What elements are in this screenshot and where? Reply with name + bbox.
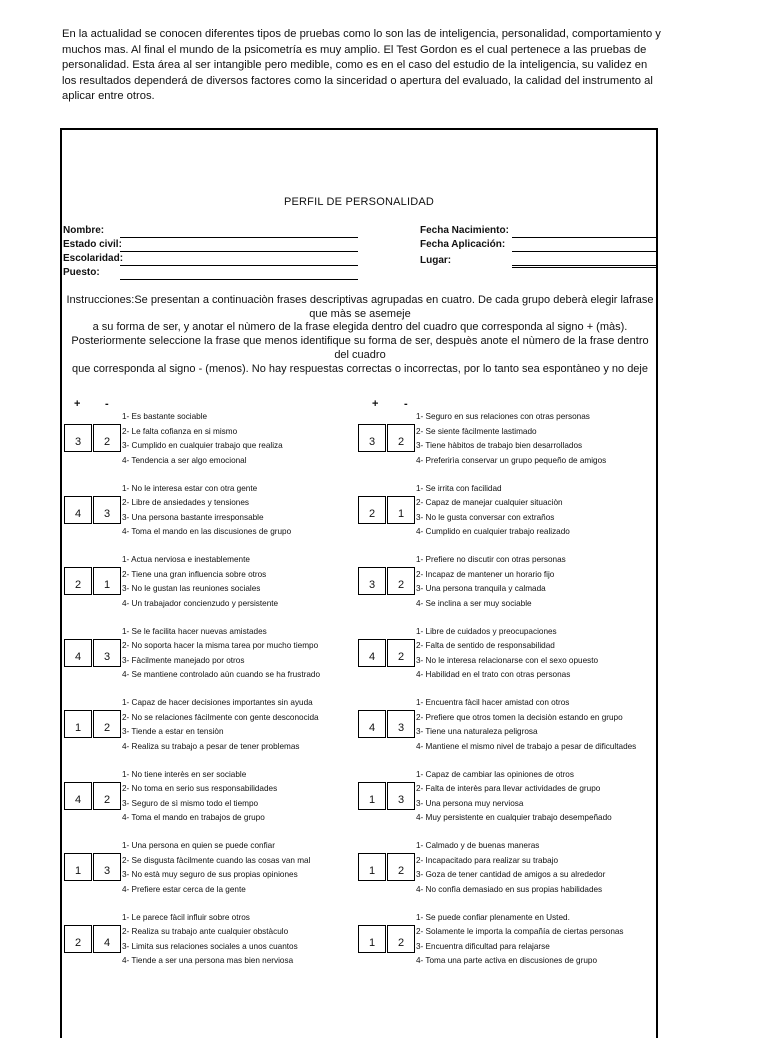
statement-option: 1- No tiene interès en ser sociable — [122, 769, 247, 779]
instructions-line: Instrucciones:Se presentan a continuaciòn frases descriptivas agrupadas en cuatro. De cada grupo deberà elegir lafrase — [66, 294, 654, 306]
statement-option: 2- No toma en serio sus responsabilidades — [122, 784, 278, 793]
statement-option: 4- Cumplido en cualquier trabajo realizado — [416, 527, 570, 536]
answer-box-plus[interactable]: 2 — [64, 567, 92, 595]
input-puesto[interactable] — [120, 279, 358, 280]
answer-box-minus[interactable]: 2 — [93, 782, 121, 810]
minus-sign-left: - — [105, 398, 109, 410]
answer-box-plus[interactable]: 4 — [358, 710, 386, 738]
question-group-right-5 — [358, 698, 658, 754]
answer-box-minus[interactable]: 2 — [387, 925, 415, 953]
question-group-left-8 — [64, 913, 364, 969]
statement-option: 4- Muy persistente en cualquier trabajo desempeñado — [416, 813, 612, 822]
statement-option: 2- Capaz de manejar cualquier situaciòn — [416, 498, 563, 507]
instructions — [62, 294, 658, 376]
answer-box-plus[interactable]: 2 — [64, 925, 92, 953]
statement-option: 3- Seguro de sì mismo todo el tiempo — [122, 798, 259, 808]
statement-option: 2- Le falta cofianza en si mismo — [122, 426, 238, 436]
statement-option: 4- Preferirìa conservar un grupo pequeño de amigos — [416, 455, 607, 465]
statement-option: 1- Es bastante sociable — [122, 412, 208, 421]
statement-option: 3- No le interesa relacionarse con el sexo opuesto — [416, 655, 599, 665]
instructions-line: del cuadro — [334, 348, 386, 361]
answer-box-minus[interactable]: 3 — [93, 496, 121, 524]
label-estado-civil: Estado civil: — [63, 239, 122, 250]
answer-box-plus[interactable]: 3 — [64, 424, 92, 452]
answer-box-minus[interactable]: 2 — [387, 853, 415, 881]
statement-option: 1- Le parece fàcil influir sobre otros — [122, 912, 250, 922]
input-fecha-aplicacion[interactable] — [512, 251, 658, 252]
question-group-left-2 — [64, 484, 364, 540]
answer-box-minus[interactable]: 1 — [387, 496, 415, 524]
statement-option: 2- Se siente fàcilmente lastimado — [416, 426, 537, 436]
label-lugar: Lugar: — [420, 255, 452, 266]
question-group-left-4 — [64, 627, 364, 683]
statement-option: 4- Un trabajador concienzudo y persistente — [122, 598, 279, 608]
statement-option: 4- Toma una parte activa en discusiones de grupo — [416, 956, 597, 965]
statement-option: 4- Prefiere estar cerca de la gente — [122, 884, 246, 894]
answer-box-plus[interactable]: 1 — [358, 782, 386, 810]
label-nombre: Nombre: — [63, 225, 105, 236]
answer-box-plus[interactable]: 1 — [358, 925, 386, 953]
statement-option: 1- Prefiere no discutir con otras personas — [416, 555, 566, 564]
statement-option: 3- Fàcilmente manejado por otros — [122, 655, 245, 665]
statement-option: 4- Tendencia a ser algo emocional — [122, 455, 247, 465]
answer-box-minus[interactable]: 2 — [93, 424, 121, 452]
personality-profile-form — [60, 128, 658, 1038]
statement-option: 1- Libre de cuidados y preocupaciones — [416, 626, 557, 636]
statement-option: 1- Se irrita con facilidad — [416, 483, 502, 493]
instructions-line: que corresponda al signo - (menos). No hay respuestas correctas o incorrectas, por lo tanto sea espontàneo y no deje — [72, 362, 648, 375]
input-fecha-nacimiento[interactable] — [512, 237, 658, 238]
statement-option: 1- Capaz de cambiar las opiniones de otros — [416, 769, 574, 779]
statement-option: 2- Prefiere que otros tomen la decisiòn estando en grupo — [416, 712, 623, 722]
statement-option: 3- Tiene una naturaleza peligrosa — [416, 727, 538, 736]
statement-option: 2- Incapacitado para realizar su trabajo — [416, 855, 558, 865]
answer-box-plus[interactable]: 4 — [358, 639, 386, 667]
statement-option: 4- No confìa demasiado en sus propias habilidades — [416, 884, 603, 894]
statement-option: 3- Tiene hàbitos de trabajo bien desarrollados — [416, 441, 583, 450]
statement-option: 1- Se puede confiar plenamente en Usted. — [416, 912, 570, 922]
statement-option: 1- Capaz de hacer decisiones importantes sin ayuda — [122, 698, 313, 707]
statement-option: 2- Falta de interès para llevar actividades de grupo — [416, 784, 601, 793]
statement-option: 3- Una persona bastante irresponsable — [122, 512, 264, 522]
question-group-left-3 — [64, 555, 364, 611]
question-group-left-7 — [64, 841, 364, 897]
statement-option: 3- Una persona muy nerviosa — [416, 798, 524, 808]
statement-option: 2- Se disgusta fàcilmente cuando las cosas van mal — [122, 855, 311, 865]
statement-option: 4- Tiende a ser una persona mas bien nerviosa — [122, 956, 294, 965]
statement-option: 3- Cumplido en cualquier trabajo que realiza — [122, 441, 283, 450]
form-title: PERFIL DE PERSONALIDAD — [283, 196, 435, 208]
statement-option: 3- Limita sus relaciones sociales a unos cuantos — [122, 941, 298, 951]
label-fecha-aplicacion: Fecha Aplicación: — [420, 239, 506, 250]
instructions-line: Posteriormente seleccione la frase que menos identifique su forma de ser, despuès anote el nùmero de la frase dentro — [71, 335, 649, 348]
statement-option: 1- Encuentra fàcil hacer amistad con otros — [416, 698, 570, 707]
answer-box-plus[interactable]: 1 — [358, 853, 386, 881]
instructions-line: a su forma de ser, y anotar el nùmero de la frase elegida dentro del cuadro que corresponda al signo + (màs). — [92, 321, 628, 334]
question-group-left-6 — [64, 770, 364, 826]
answer-box-plus[interactable]: 1 — [64, 710, 92, 738]
statement-option: 1- No le interesa estar con otra gente — [122, 483, 258, 493]
minus-sign-right: - — [404, 398, 408, 410]
answer-box-minus[interactable]: 3 — [387, 782, 415, 810]
answer-box-minus[interactable]: 2 — [387, 639, 415, 667]
answer-box-minus[interactable]: 2 — [387, 567, 415, 595]
statement-option: 2- No se relaciones fàcilmente con gente desconocida — [122, 712, 319, 722]
statement-option: 3- No està muy seguro de sus propias opiniones — [122, 870, 298, 879]
plus-sign-left: + — [74, 398, 81, 410]
answer-box-plus[interactable]: 3 — [358, 567, 386, 595]
statement-option: 3- Tiende a estar en tensiòn — [122, 727, 224, 736]
input-estado-civil[interactable] — [120, 251, 358, 252]
statement-option: 1- Seguro en sus relaciones con otras personas — [416, 412, 590, 421]
question-group-right-8 — [358, 913, 658, 969]
statement-option: 3- No le gusta conversar con extraños — [416, 512, 555, 522]
question-group-right-4 — [358, 627, 658, 683]
statement-option: 2- Incapaz de mantener un horario fijo — [416, 569, 555, 579]
question-group-right-3 — [358, 555, 658, 611]
question-group-right-6 — [358, 770, 658, 826]
answer-box-minus[interactable]: 3 — [387, 710, 415, 738]
answer-box-minus[interactable]: 2 — [387, 424, 415, 452]
statement-option: 2- No soporta hacer la misma tarea por mucho tiempo — [122, 641, 319, 650]
answer-box-plus[interactable]: 2 — [358, 496, 386, 524]
answer-box-plus[interactable]: 4 — [64, 639, 92, 667]
statement-option: 2- Solamente le importa la compañía de ciertas personas — [416, 927, 624, 936]
statement-option: 1- Calmado y de buenas maneras — [416, 841, 540, 850]
statement-option: 2- Falta de sentido de responsabilidad — [416, 641, 555, 650]
input-nombre[interactable] — [120, 237, 358, 238]
plus-sign-right: + — [372, 398, 379, 410]
answer-box-minus[interactable]: 3 — [93, 853, 121, 881]
question-group-left-5 — [64, 698, 364, 754]
statement-option: 4- Toma el mando en trabajos de grupo — [122, 813, 265, 822]
instructions-line: que màs se asemeje — [309, 307, 411, 320]
statement-option: 1- Se le facilita hacer nuevas amistades — [122, 626, 267, 636]
label-escolaridad: Escolaridad: — [63, 253, 124, 264]
question-group-right-1 — [358, 412, 658, 468]
statement-option: 2- Realiza su trabajo ante cualquier obstàculo — [122, 927, 289, 936]
answer-box-plus[interactable]: 4 — [64, 782, 92, 810]
statement-option: 2- Libre de ansiedades y tensiones — [122, 498, 249, 507]
answer-box-minus[interactable]: 2 — [93, 710, 121, 738]
statement-option: 4- Se mantiene controlado aùn cuando se ha frustrado — [122, 670, 320, 679]
statement-option: 3- Encuentra dificultad para relajarse — [416, 941, 550, 951]
statement-option: 4- Habilidad en el trato con otras personas — [416, 670, 571, 679]
statement-option: 3- Goza de tener cantidad de amigos a su alrededor — [416, 870, 606, 879]
answer-box-plus[interactable]: 1 — [64, 853, 92, 881]
answer-box-minus[interactable]: 4 — [93, 925, 121, 953]
input-line-extra[interactable] — [512, 265, 658, 266]
answer-box-minus[interactable]: 1 — [93, 567, 121, 595]
statement-option: 4- Toma el mando en las discusiones de grupo — [122, 527, 292, 536]
answer-box-plus[interactable]: 3 — [358, 424, 386, 452]
answer-box-plus[interactable]: 4 — [64, 496, 92, 524]
intro-paragraph: En la actualidad se conocen diferentes tipos de pruebas como lo son las de inteligencia, personalidad, comportamiento y muchos mas. Al final el mundo de la psicometría es muy amplio. El Test Gordon es el cual pertenece a las pruebas de personalidad. Esta área al ser intangible pero medible, como es en el caso del estudio de la inteligencia, su validez en los resultados dependerá de diversos factores como la sinceridad o apertura del evaluado, la calidad del instrumento al aplicar entre otros. — [62, 28, 661, 102]
statement-option: 3- No le gustan las reuniones sociales — [122, 584, 261, 593]
answer-box-minus[interactable]: 3 — [93, 639, 121, 667]
statement-option: 4- Realiza su trabajo a pesar de tener problemas — [122, 741, 300, 751]
statement-option: 1- Actua nerviosa e inestablemente — [122, 555, 250, 564]
input-lugar[interactable] — [512, 267, 658, 268]
label-fecha-nacimiento: Fecha Nacimiento: — [420, 225, 509, 236]
label-puesto: Puesto: — [63, 267, 100, 278]
statement-option: 4- Mantiene el mismo nivel de trabajo a pesar de dificultades — [416, 741, 637, 751]
input-escolaridad[interactable] — [120, 265, 358, 266]
statement-option: 1- Una persona en quien se puede confiar — [122, 841, 275, 850]
statement-option: 2- Tiene una gran influencia sobre otros — [122, 569, 267, 579]
statement-option: 4- Se inclina a ser muy sociable — [416, 598, 532, 608]
question-group-right-7 — [358, 841, 658, 897]
question-group-left-1 — [64, 412, 364, 468]
statement-option: 3- Una persona tranquila y calmada — [416, 584, 546, 593]
question-group-right-2 — [358, 484, 658, 540]
